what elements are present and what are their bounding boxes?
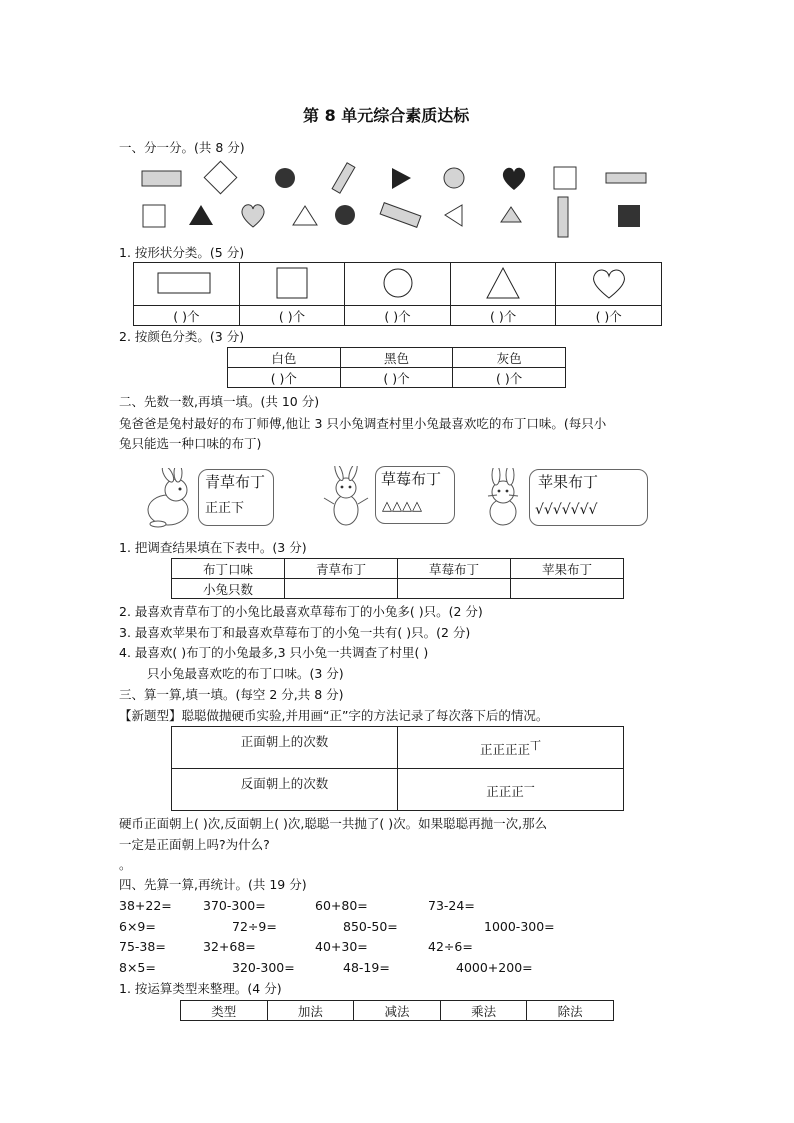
- calc-item: 8×5=: [119, 960, 156, 975]
- calc-item: 370-300=: [203, 898, 266, 913]
- calc-item: 75-38=: [119, 939, 166, 954]
- shape-white-triangle-left: [445, 205, 462, 226]
- calc-item: 850-50=: [343, 919, 398, 934]
- op-header-add: 加法: [267, 1001, 354, 1021]
- coin-tails-label: 反面朝上的次数: [172, 769, 398, 811]
- survey-header-grass: 青草布丁: [285, 559, 398, 579]
- section-2-q4-line1: 4. 最喜欢( )布丁的小兔最多,3 只小兔一共调查了村里( ): [119, 645, 429, 660]
- shape-cell-heart: [556, 263, 662, 306]
- page-title: 第 8 单元综合素质达标: [303, 106, 470, 125]
- section-2-q4-line2: 只小兔最喜欢吃的布丁口味。(3 分): [147, 666, 344, 681]
- calc-item: 48-19=: [343, 960, 390, 975]
- shape-cell-triangle: [450, 263, 556, 306]
- survey-header-strawberry: 草莓布丁: [398, 559, 511, 579]
- rabbit-illustration-2: [318, 466, 374, 530]
- bubble-grass-title: 青草布丁: [205, 473, 266, 491]
- shape-black-triangle: [189, 205, 213, 225]
- survey-header-apple: 苹果布丁: [511, 559, 624, 579]
- section-3-q-line1: 硬币正面朝上( )次,反面朝上( )次,聪聪一共抛了( )次。如果聪聪再抛一次,那么: [119, 816, 548, 831]
- calc-item: 40+30=: [315, 939, 368, 954]
- bubble-grass-marks: 正正下: [205, 501, 245, 516]
- coin-heads-tally-extra: 丅: [530, 738, 541, 752]
- calc-item: 32+68=: [203, 939, 256, 954]
- shape-white-square-2: [143, 205, 165, 227]
- operation-type-table: [180, 1000, 614, 1021]
- calc-item: 4000+200=: [456, 960, 533, 975]
- calc-item: 1000-300=: [484, 919, 555, 934]
- count-cell[interactable]: ( )个: [340, 368, 453, 388]
- count-cell[interactable]: ( )个: [239, 306, 345, 326]
- section-3-intro: 【新题型】聪聪做抛硬币实验,并用画“正”字的方法记录了每次落下后的情况。: [119, 708, 549, 723]
- shape-cell-rectangle: [134, 263, 240, 306]
- shape-gray-vertical-bar: [558, 197, 568, 237]
- op-header-type: 类型: [181, 1001, 268, 1021]
- count-cell[interactable]: ( )个: [345, 306, 451, 326]
- pudding-survey-table: [171, 558, 624, 599]
- section-2-intro-line2: 兔只能选一种口味的布丁): [119, 436, 262, 451]
- shape-gray-rectangle: [142, 171, 181, 186]
- coin-toss-table: [171, 726, 624, 811]
- shape-black-square: [618, 205, 640, 227]
- shape-gray-slanted-bar-2: [380, 203, 421, 228]
- shape-black-circle: [275, 168, 295, 188]
- color-header-black: 黑色: [340, 348, 453, 368]
- color-header-gray: 灰色: [453, 348, 566, 368]
- speech-bubble-strawberry: [375, 466, 455, 524]
- section-3-q-line2: 一定是正面朝上吗?为什么?: [119, 837, 270, 852]
- rabbit-illustration-3: [478, 468, 528, 528]
- color-header-white: 白色: [228, 348, 341, 368]
- coin-tails-tally-extra: 一: [523, 780, 535, 794]
- calc-item: 72÷9=: [232, 919, 277, 934]
- section-1-q1: 1. 按形状分类。(5 分): [119, 245, 245, 260]
- coin-heads-label: 正面朝上的次数: [172, 727, 398, 769]
- calc-item: 73-24=: [428, 898, 475, 913]
- section-4-heading: 四、先算一算,再统计。(共 19 分): [119, 877, 307, 892]
- shape-black-heart: [503, 168, 525, 190]
- calc-item: 38+22=: [119, 898, 172, 913]
- section-3-heading: 三、算一算,填一填。(每空 2 分,共 8 分): [119, 687, 344, 702]
- shape-gray-small-triangle: [501, 207, 521, 222]
- bubble-strawberry-marks: △△△△: [382, 499, 422, 514]
- count-cell[interactable]: ( )个: [556, 306, 662, 326]
- rabbit-illustration-1: [138, 468, 198, 530]
- section-2-heading: 二、先数一数,再填一填。(共 10 分): [119, 394, 320, 409]
- survey-header-flavor: 布丁口味: [172, 559, 285, 579]
- section-1-q2: 2. 按颜色分类。(3 分): [119, 329, 245, 344]
- shape-white-triangle: [293, 206, 317, 225]
- op-header-divide: 除法: [527, 1001, 614, 1021]
- calc-item: 320-300=: [232, 960, 295, 975]
- section-2-q2: 2. 最喜欢青草布丁的小兔比最喜欢草莓布丁的小兔多( )只。(2 分): [119, 604, 483, 619]
- survey-row-label: 小兔只数: [172, 579, 285, 599]
- section-1-heading: 一、分一分。(共 8 分): [119, 140, 245, 155]
- shape-cell-circle: [345, 263, 451, 306]
- section-3-answer-line: 。: [119, 857, 132, 872]
- shape-gray-heart: [242, 205, 264, 227]
- section-2-q1: 1. 把调查结果填在下表中。(3 分): [119, 540, 307, 555]
- bubble-strawberry-title: 草莓布丁: [381, 470, 442, 488]
- shape-cell-square: [239, 263, 345, 306]
- color-classification-table: [227, 347, 566, 388]
- calc-item: 42÷6=: [428, 939, 473, 954]
- coin-tails-tally: [398, 769, 624, 811]
- calc-item: 60+80=: [315, 898, 368, 913]
- section-4-q1: 1. 按运算类型来整理。(4 分): [119, 981, 282, 996]
- shape-white-square: [554, 167, 576, 189]
- section-2-intro-line1: 兔爸爸是兔村最好的布丁师傅,他让 3 只小兔调查村里小兔最喜欢吃的布丁口味。(每只小: [119, 416, 607, 431]
- survey-answer-strawberry[interactable]: [398, 579, 511, 599]
- count-cell[interactable]: ( )个: [134, 306, 240, 326]
- section-2-q3: 3. 最喜欢苹果布丁和最喜欢草莓布丁的小兔一共有( )只。(2 分): [119, 625, 471, 640]
- speech-bubble-apple: [529, 469, 648, 526]
- op-header-subtract: 减法: [354, 1001, 441, 1021]
- coin-heads-tally: [398, 727, 624, 769]
- op-header-multiply: 乘法: [440, 1001, 527, 1021]
- calc-item: 6×9=: [119, 919, 156, 934]
- bubble-apple-title: 苹果布丁: [538, 473, 599, 491]
- coin-heads-tally-text: 正正正正: [479, 742, 530, 758]
- count-cell[interactable]: ( )个: [453, 368, 566, 388]
- shape-gray-slanted-bar: [332, 163, 355, 193]
- shape-white-diamond: [204, 161, 237, 194]
- survey-answer-grass[interactable]: [285, 579, 398, 599]
- count-cell[interactable]: ( )个: [228, 368, 341, 388]
- coin-tails-tally-text: 正正正: [486, 784, 524, 800]
- shape-black-circle-2: [335, 205, 355, 225]
- bubble-apple-marks: √√√√√√√: [535, 502, 598, 518]
- shape-gray-flat-rectangle: [606, 173, 646, 183]
- survey-answer-apple[interactable]: [511, 579, 624, 599]
- shape-black-triangle-right: [392, 168, 411, 189]
- speech-bubble-grass: [198, 469, 274, 526]
- shapes-panel: [0, 0, 794, 260]
- shape-classification-table: [133, 262, 662, 326]
- count-cell[interactable]: ( )个: [450, 306, 556, 326]
- shape-gray-circle: [444, 168, 464, 188]
